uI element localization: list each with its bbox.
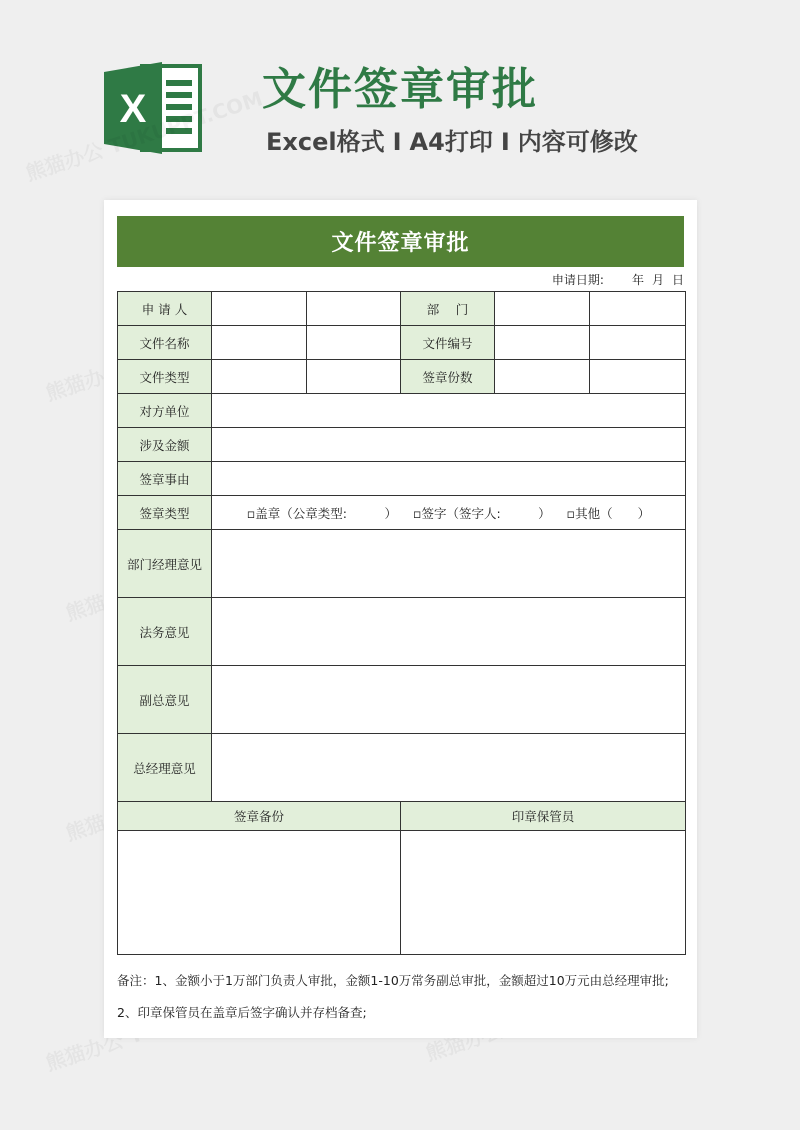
apply-date bbox=[117, 271, 684, 289]
counterparty-label: 对方单位 bbox=[118, 394, 212, 428]
file-number-field-extra[interactable] bbox=[590, 326, 686, 360]
department-field[interactable] bbox=[495, 292, 590, 326]
seal-backup-field[interactable] bbox=[118, 831, 401, 955]
seal-type-label: 签章类型 bbox=[118, 496, 212, 530]
seal-keeper-field[interactable] bbox=[401, 831, 686, 955]
deputy-gm-opinion-label: 副总意见 bbox=[118, 666, 212, 734]
file-number-label: 文件编号 bbox=[401, 326, 495, 360]
file-type-field[interactable] bbox=[212, 360, 307, 394]
page-subtitle: Excel格式 I A4打印 I 内容可修改 bbox=[266, 128, 638, 156]
subtitle-editable: 内容可修改 bbox=[517, 128, 638, 156]
dept-manager-opinion-label: 部门经理意见 bbox=[118, 530, 212, 598]
apply-date-label: 申请日期: bbox=[551, 273, 604, 287]
date-month: 月 bbox=[651, 273, 664, 287]
gm-opinion-field[interactable] bbox=[212, 734, 686, 802]
file-name-field[interactable] bbox=[212, 326, 307, 360]
option-signature-checkbox[interactable]: ▫签字（签字人: ） bbox=[413, 505, 551, 521]
dept-manager-opinion-field[interactable] bbox=[212, 530, 686, 598]
option-other-checkbox[interactable]: ▫其他（ ） bbox=[566, 505, 651, 521]
seal-type-options bbox=[212, 496, 686, 530]
form-title: 文件签章审批 bbox=[117, 216, 684, 267]
reason-label: 签章事由 bbox=[118, 462, 212, 496]
seal-count-label: 签章份数 bbox=[401, 360, 495, 394]
deputy-gm-opinion-field[interactable] bbox=[212, 666, 686, 734]
note-line-2: 2、印章保管员在盖章后签字确认并存档备查; bbox=[117, 1005, 367, 1020]
seal-backup-header: 签章备份 bbox=[118, 802, 401, 831]
seal-count-field-extra[interactable] bbox=[590, 360, 686, 394]
department-label: 部 门 bbox=[401, 292, 495, 326]
file-type-field-extra[interactable] bbox=[307, 360, 401, 394]
department-field-extra[interactable] bbox=[590, 292, 686, 326]
gm-opinion-label: 总经理意见 bbox=[118, 734, 212, 802]
note-line-1: 备注：1、金额小于1万部门负责人审批，金额1-10万常务副总审批，金额超过10万元由总经理审批; bbox=[117, 973, 669, 988]
file-name-field-extra[interactable] bbox=[307, 326, 401, 360]
applicant-field[interactable] bbox=[212, 292, 307, 326]
logo-letter: X bbox=[119, 87, 147, 131]
legal-opinion-field[interactable] bbox=[212, 598, 686, 666]
page-title: 文件签章审批 bbox=[262, 64, 538, 115]
excel-logo-icon bbox=[104, 58, 204, 158]
date-day: 日 bbox=[671, 273, 684, 287]
file-name-label: 文件名称 bbox=[118, 326, 212, 360]
legal-opinion-label: 法务意见 bbox=[118, 598, 212, 666]
seal-count-field[interactable] bbox=[495, 360, 590, 394]
reason-field[interactable] bbox=[212, 462, 686, 496]
approval-form-table bbox=[117, 291, 686, 955]
option-stamp-checkbox[interactable]: ▫盖章（公章类型: ） bbox=[246, 505, 398, 521]
applicant-label: 申 请 人 bbox=[118, 292, 212, 326]
file-number-field[interactable] bbox=[495, 326, 590, 360]
amount-field[interactable] bbox=[212, 428, 686, 462]
amount-label: 涉及金额 bbox=[118, 428, 212, 462]
file-type-label: 文件类型 bbox=[118, 360, 212, 394]
subtitle-print: A4打印 bbox=[409, 128, 493, 156]
applicant-field-extra[interactable] bbox=[307, 292, 401, 326]
date-year: 年 bbox=[631, 273, 644, 287]
subtitle-format: Excel格式 bbox=[266, 128, 385, 156]
seal-keeper-header: 印章保管员 bbox=[401, 802, 686, 831]
counterparty-field[interactable] bbox=[212, 394, 686, 428]
